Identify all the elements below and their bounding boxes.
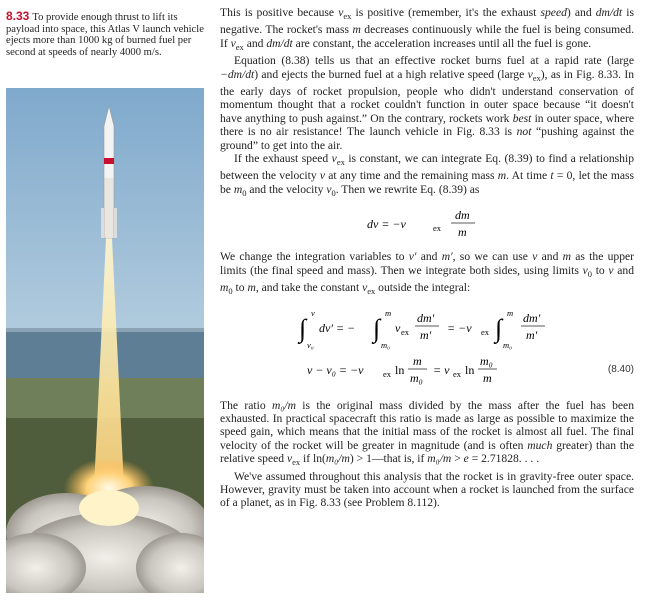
svg-text:ln: ln	[465, 362, 475, 377]
svg-text:ex: ex	[481, 326, 490, 337]
integral-sign-3: ∫	[495, 313, 503, 343]
svg-text:m: m	[507, 307, 514, 318]
svg-text:ex: ex	[453, 368, 462, 379]
svg-text:ex: ex	[401, 326, 410, 337]
equation-number: (8.40)	[607, 363, 634, 375]
equation-dv	[220, 206, 634, 240]
svg-text:m′: m′	[420, 327, 432, 342]
svg-text:m′: m′	[526, 327, 538, 342]
paragraph-2: Equation (8.38) tells us that an effective rocket burns fuel at a rapid rate (large −dm/dt) and ejects the burned fuel at a high relative speed (large $v_{ex}$), as in Fig. 8.33. In the early days of rocket propulsion, people who didn't understand conservation of momentum thought that a rocket couldn't function in outer space because “it doesn't have anything to push against.” On the contrary, rockets work best in outer space, where there is no air resistance! The launch vehicle in Fig. 8.33 is not “pushing against the ground” to get into the air.	[220, 54, 635, 152]
svg-text:m: m	[483, 370, 492, 385]
eq1-num: dm	[455, 208, 470, 223]
eq1-sub: ex	[433, 223, 442, 234]
equation-integrals	[220, 307, 634, 351]
svg-text:dm′: dm′	[417, 310, 435, 325]
paragraph-5: The ratio m₀/m is the original mass divided by the mass after the fuel has been exhausted. In practical spacecraft this ratio is made as large as possible to maximize the speed gain, which means that the initial mass of the rocket is almost all fuel. The final velocity of the rocket will be greater in magnitude (and is often much greater) than the relative speed $v_{ex}$ if ln(m₀/m) > 1—that is, if m₀/m > e = 2.71828. . . .	[220, 398, 634, 468]
svg-text:m₀: m₀	[381, 339, 391, 350]
svg-text:m: m	[385, 307, 392, 318]
svg-text:dv′ = −: dv′ = −	[319, 320, 356, 335]
svg-text:m₀: m₀	[480, 353, 493, 368]
svg-text:m₀: m₀	[503, 339, 513, 350]
paragraph-4: We change the integration variables to v′ and m′, so we can use v and m as the upper limits (the final speed and mass). Then we integrate both sides, using limits $v_0$ to v and $m_0$ to m, and take the constant $v_{ex}$ outside the integral:	[220, 250, 635, 297]
svg-text:m: m	[413, 353, 422, 368]
paragraph-1: This is positive because $v_{ex}$ is positive (remember, it's the exhaust speed) and dm/dt is negative. The rocket's mass m decreases continuously while the fuel is being consumed. If $v_{ex}$ and dm/dt are constant, the acceleration increases until all the fuel is gone.	[220, 6, 634, 52]
paragraph-6: We've assumed throughout this analysis that the rocket is in gravity-free outer space. However, gravity must be taken into account when a rocket is launched from the surface of a planet, as in Fig. 8.33 (see Problem 8.112).	[220, 469, 634, 510]
launch-smoke	[6, 486, 204, 593]
svg-text:= v: = v	[433, 362, 450, 377]
integral-sign-1: ∫	[299, 313, 307, 343]
integral-sign-2: ∫	[373, 313, 381, 343]
eq1-den: m	[458, 225, 467, 240]
svg-text:ex: ex	[383, 368, 392, 379]
svg-text:m₀: m₀	[410, 370, 423, 385]
figure-caption-text: To provide enough thrust to lift its payload into space, this Atlas V launch vehicle ejects more than 1000 kg of burned fuel per second at speeds of nearly 4000 m/s.	[6, 12, 204, 58]
figure-caption	[6, 11, 206, 58]
svg-text:v: v	[311, 307, 315, 318]
svg-text:v₀: v₀	[307, 339, 314, 350]
svg-text:ln: ln	[395, 362, 405, 377]
eq1-lhs: dv = −v	[367, 217, 406, 232]
body-text	[220, 6, 634, 510]
paragraph-3: If the exhaust speed $v_{ex}$ is constant, we can integrate Eq. (8.39) to find a relationship between the velocity v at any time and the remaining mass m. At time t = 0, let the mass be $m_0$ and the velocity $v_0$. Then we rewrite Eq. (8.39) as	[220, 152, 635, 198]
svg-text:v: v	[395, 320, 401, 335]
svg-text:= −v: = −v	[447, 320, 472, 335]
equation-8-40	[220, 355, 634, 387]
svg-text:dm′: dm′	[523, 310, 541, 325]
rocket-launch-illustration	[6, 88, 204, 593]
rocket-launch-photo	[6, 88, 204, 593]
figure-number: 8.33	[6, 9, 30, 23]
svg-text:v − v₀ = −v: v − v₀ = −v	[307, 362, 364, 377]
